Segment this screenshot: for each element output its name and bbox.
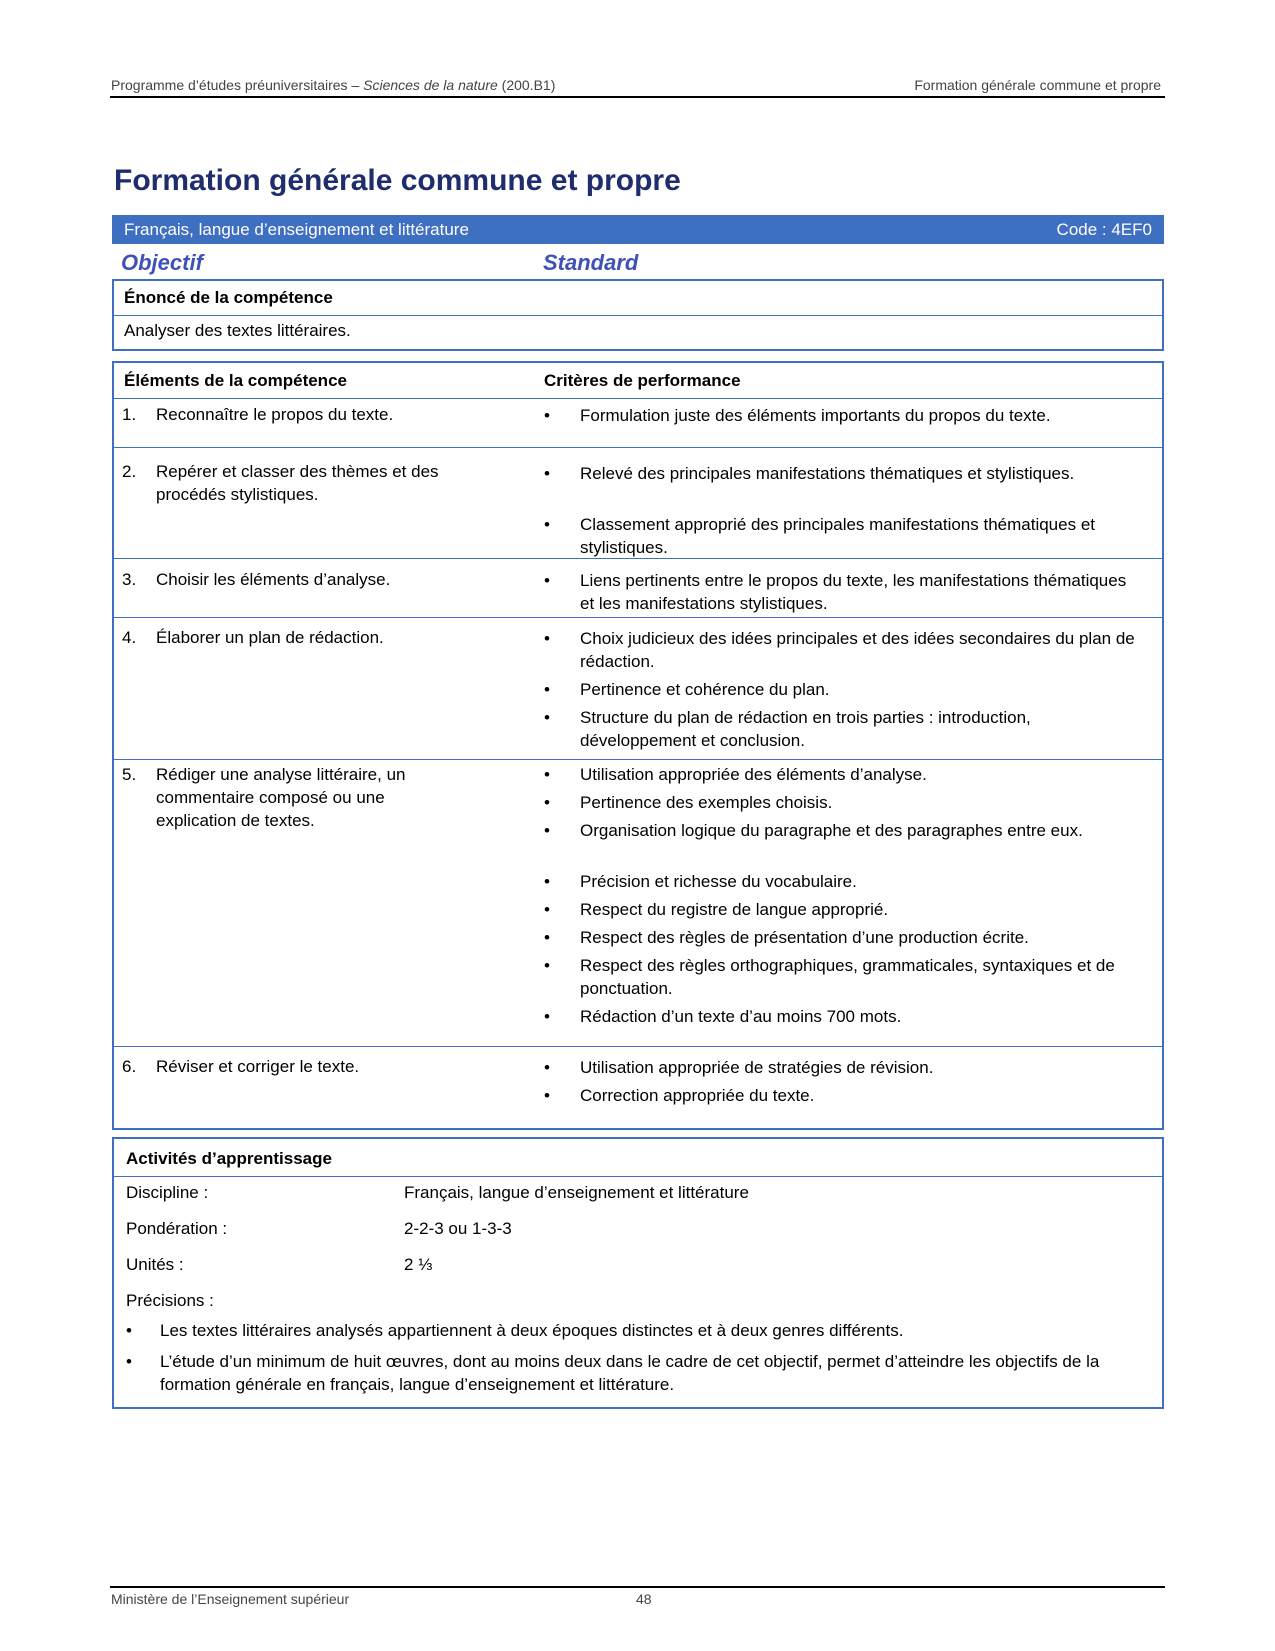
page-number: 48	[636, 1591, 652, 1607]
standard-label: Standard	[543, 250, 639, 275]
band-code: Code : 4EF0	[1056, 219, 1152, 239]
bullet-icon: •	[544, 900, 550, 919]
discipline-band	[112, 215, 1164, 244]
discipline-label: Discipline :	[126, 1183, 209, 1202]
bullet-icon: •	[126, 1352, 132, 1371]
ponderation-value: 2-2-3 ou 1-3-3	[404, 1219, 512, 1238]
bullet-icon: •	[544, 765, 550, 784]
bullet-icon: •	[544, 464, 550, 483]
bullet-icon: •	[544, 680, 550, 699]
precisions-label: Précisions :	[126, 1291, 214, 1310]
running-header-left: Programme d’études préuniversitaires – Sciences de la nature (200.B1)	[111, 77, 556, 93]
footer-rule	[110, 1586, 1165, 1588]
bullet-icon: •	[544, 629, 550, 648]
objectif-label: Objectif	[121, 250, 203, 275]
bullet-icon: •	[544, 406, 550, 425]
discipline-value: Français, langue d’enseignement et littérature	[404, 1183, 749, 1202]
enonce-label: Énoncé de la compétence	[124, 288, 333, 307]
ponderation-label: Pondération :	[126, 1219, 228, 1238]
band-discipline: Français, langue d’enseignement et littérature	[124, 219, 469, 239]
divider	[114, 1176, 1162, 1177]
page-title: Formation générale commune et propre	[114, 164, 681, 197]
enonce-text: Analyser des textes littéraires.	[124, 321, 351, 340]
header-rule	[110, 96, 1165, 98]
row-divider	[114, 759, 1162, 760]
bullet-icon: •	[544, 793, 550, 812]
footer-ministry: Ministère de l’Enseignement supérieur	[111, 1591, 350, 1607]
bullet-icon: •	[544, 956, 550, 975]
bullet-icon: •	[544, 515, 550, 534]
unites-value: 2 ⅓	[404, 1255, 433, 1274]
running-header-right: Formation générale commune et propre	[914, 77, 1161, 93]
running-header	[111, 77, 1161, 93]
col-header-elements: Éléments de la compétence	[124, 371, 347, 390]
bullet-icon: •	[544, 872, 550, 891]
col-header-criteria: Critères de performance	[544, 371, 741, 390]
competence-table: Éléments de la compétence Critères de performance 1. Reconnaître le propos du texte. • Formulation juste des éléments importants du propos du texte. 2. Repérer et classer des thèmes et des procédés stylistiques. • Relevé des principales manifestations thématiques et stylistiques. • Classement approprié des principales manifestations thématiques et stylistiques. 3. Choisir les éléments d’analyse. • Liens pertinents entre le propos du texte, les manifestations thématiques et les manifestations stylistiques. 4. Élaborer un plan de rédaction. • Choix judicieux des idées principales et des idées secondaires du plan de rédaction. • Pertinence et cohérence du plan. • Structure du plan de rédaction en trois parties : introduction, développement et conclusion. 5. Rédiger une analyse littéraire, un commentaire composé ou une explication de textes. • Utilisation appropriée des éléments d’analyse. • Pertinence des exemples choisis. • Organisation logique du paragraphe et des paragraphes entre eux. • Précision et richesse du vocabulaire. • Respect du registre de langue approprié. • Respect des règles de présentation d’une production écrite. • Respect des règles orthographiques, grammaticales, syntaxiques et de ponctuation. • Rédaction d’un texte d’au moins 700 mots. 6. Réviser et corriger le texte. • Utilisation appropriée de stratégies de révision. • Correction appropriée du texte.	[112, 361, 1164, 1130]
bullet-icon: •	[126, 1321, 132, 1340]
bullet-icon: •	[544, 821, 550, 840]
unites-label: Unités :	[126, 1255, 184, 1274]
enonce-box	[112, 279, 1164, 351]
bullet-icon: •	[544, 1007, 550, 1026]
bullet-icon: •	[544, 1058, 550, 1077]
activities-box: Activités d’apprentissage Discipline : Français, langue d’enseignement et littérature Pondération : 2-2-3 ou 1-3-3 Unités : 2 ⅓ Précisions : • Les textes littéraires analysés appartiennent à deux époques distinctes et à deux genres différents. • L’étude d’un minimum de huit œuvres, dont au moins deux dans le cadre de cet objectif, permet d’atteindre les objectifs de la formation générale en français, langue d’enseignement et littérature.	[112, 1137, 1164, 1409]
divider	[114, 315, 1162, 316]
activities-title: Activités d’apprentissage	[126, 1149, 332, 1168]
row-divider	[114, 1046, 1162, 1047]
bullet-icon: •	[544, 571, 550, 590]
bullet-icon: •	[544, 928, 550, 947]
row-divider	[114, 447, 1162, 448]
bullet-icon: •	[544, 708, 550, 727]
row-divider	[114, 398, 1162, 399]
bullet-icon: •	[544, 1086, 550, 1105]
row-divider	[114, 617, 1162, 618]
